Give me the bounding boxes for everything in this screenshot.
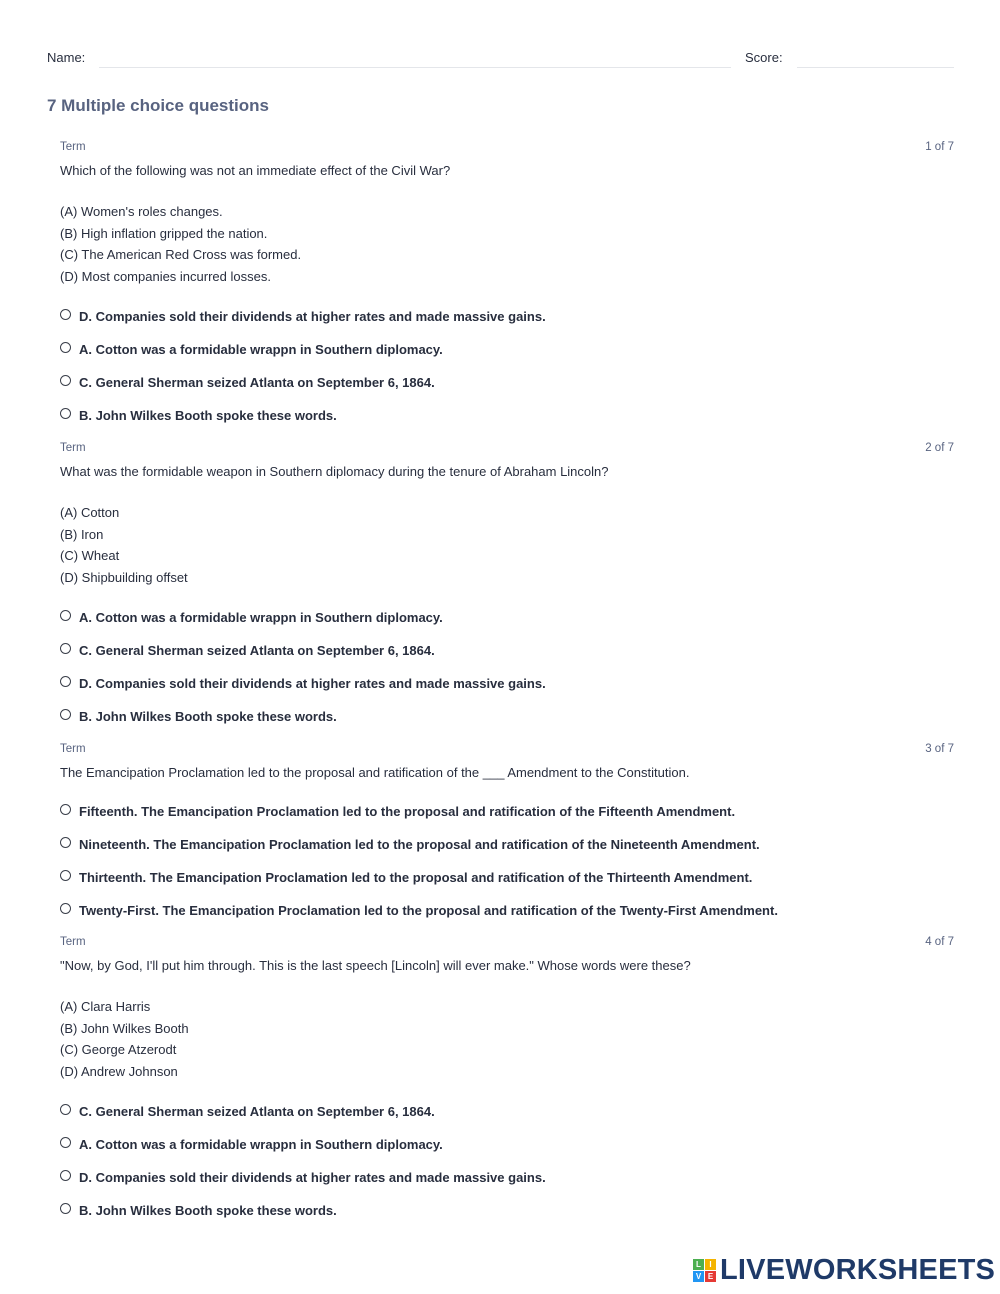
radio-icon[interactable] [60,408,71,419]
radio-icon[interactable] [60,643,71,654]
question-counter: 1 of 7 [925,141,954,153]
answer-option[interactable] [60,700,954,733]
answer-option-label: D. Companies sold their dividends at higher rates and made massive gains. [79,676,546,691]
answer-option[interactable] [60,399,954,432]
choice-item: (D) Shipbuilding offset [60,569,188,585]
choice-item: (C) The American Red Cross was formed. [60,247,302,262]
radio-icon[interactable] [60,375,71,386]
question-prompt: "Now, by God, I'll put him through. This is the last speech [Lincoln] will ever make." Whose words were these? [60,958,691,973]
radio-icon[interactable] [60,1170,71,1181]
answer-option[interactable] [60,1194,954,1227]
answer-option-label: B. John Wilkes Booth spoke these words. [79,709,337,724]
answer-option-label: C. General Sherman seized Atlanta on September 6, 1864. [79,643,435,658]
term-label: Term [60,442,86,454]
term-label: Term [60,141,86,153]
choice-item: (C) Wheat [60,548,120,563]
radio-icon[interactable] [60,676,71,687]
answer-option-label: A. Cotton was a formidable wrappn in Southern diplomacy. [79,342,443,357]
answer-options [60,601,954,733]
name-input-line[interactable] [99,67,731,68]
question-prompt: Which of the following was not an immediate effect of the Civil War? [60,163,451,178]
question-counter: 4 of 7 [925,936,954,948]
logo-mark-letter: E [705,1271,716,1282]
logo-mark-letter: V [693,1271,704,1282]
radio-icon[interactable] [60,1104,71,1115]
answer-option[interactable] [60,894,954,927]
question-2 [60,441,954,733]
choice-item: (B) High inflation gripped the nation. [60,225,268,241]
question-3 [60,742,954,927]
choice-item: (B) John Wilkes Booth [60,1020,189,1036]
term-label: Term [60,743,86,755]
question-prompt: What was the formidable weapon in Southern diplomacy during the tenure of Abraham Lincoln? [60,464,609,479]
answer-option[interactable] [60,1161,954,1194]
header-row [47,50,954,70]
radio-icon[interactable] [60,870,71,881]
answer-option-label: Fifteenth. The Emancipation Proclamation led to the proposal and ratification of the Fifteenth Amendment. [79,804,736,819]
choice-item: (C) George Atzerodt [60,1042,177,1057]
choice-item: (A) Clara Harris [60,999,151,1014]
score-input-line[interactable] [797,67,954,68]
logo-mark-letter: L [693,1259,704,1270]
answer-option[interactable] [60,601,954,634]
answer-option-label: Thirteenth. The Emancipation Proclamation led to the proposal and ratification of the Thirteenth Amendment. [79,870,753,885]
choice-item: (B) Iron [60,526,104,542]
answer-option-label: B. John Wilkes Booth spoke these words. [79,1203,337,1218]
answer-options [60,795,954,927]
answer-option[interactable] [60,795,954,828]
answer-option[interactable] [60,333,954,366]
radio-icon[interactable] [60,837,71,848]
choice-item: (A) Women's roles changes. [60,204,223,219]
liveworksheets-logo [693,1256,995,1285]
answer-option[interactable] [60,828,954,861]
answer-option-label: C. General Sherman seized Atlanta on September 6, 1864. [79,1104,435,1119]
question-prompt: The Emancipation Proclamation led to the proposal and ratification of the ___ Amendment to the Constitution. [60,765,690,780]
choices-list [60,996,954,1082]
answer-options [60,1095,954,1227]
answer-option-label: A. Cotton was a formidable wrappn in Southern diplomacy. [79,1137,443,1152]
answer-option[interactable] [60,1128,954,1161]
radio-icon[interactable] [60,309,71,320]
radio-icon[interactable] [60,804,71,815]
logo-mark-icon [693,1259,716,1282]
choice-item: (A) Cotton [60,505,120,520]
radio-icon[interactable] [60,1203,71,1214]
radio-icon[interactable] [60,709,71,720]
answer-option[interactable] [60,366,954,399]
choice-item: (D) Most companies incurred losses. [60,268,271,284]
choice-item: (D) Andrew Johnson [60,1063,178,1079]
question-counter: 2 of 7 [925,442,954,454]
question-4 [60,935,954,1227]
logo-mark-letter: I [705,1259,716,1270]
term-label: Term [60,936,86,948]
score-label: Score: [745,50,783,65]
logo-text: LIVEWORKSHEETS [720,1254,996,1286]
name-label: Name: [47,50,86,65]
answer-option-label: Nineteenth. The Emancipation Proclamation led to the proposal and ratification of the Nineteenth Amendment. [79,837,760,852]
section-title: 7 Multiple choice questions [47,96,269,115]
answer-option-label: Twenty-First. The Emancipation Proclamation led to the proposal and ratification of the Twenty-First Amendment. [79,903,778,918]
answer-option-label: D. Companies sold their dividends at higher rates and made massive gains. [79,309,546,324]
radio-icon[interactable] [60,342,71,353]
answer-option[interactable] [60,861,954,894]
answer-option[interactable] [60,634,954,667]
answer-option[interactable] [60,1095,954,1128]
radio-icon[interactable] [60,903,71,914]
choices-list [60,201,954,287]
choices-list [60,502,954,588]
answer-option-label: B. John Wilkes Booth spoke these words. [79,408,337,423]
question-1 [60,140,954,432]
answer-option[interactable] [60,300,954,333]
answer-option[interactable] [60,667,954,700]
answer-option-label: C. General Sherman seized Atlanta on September 6, 1864. [79,375,435,390]
radio-icon[interactable] [60,610,71,621]
answer-option-label: D. Companies sold their dividends at higher rates and made massive gains. [79,1170,546,1185]
question-counter: 3 of 7 [925,743,954,755]
answer-options [60,300,954,432]
radio-icon[interactable] [60,1137,71,1148]
answer-option-label: A. Cotton was a formidable wrappn in Southern diplomacy. [79,610,443,625]
